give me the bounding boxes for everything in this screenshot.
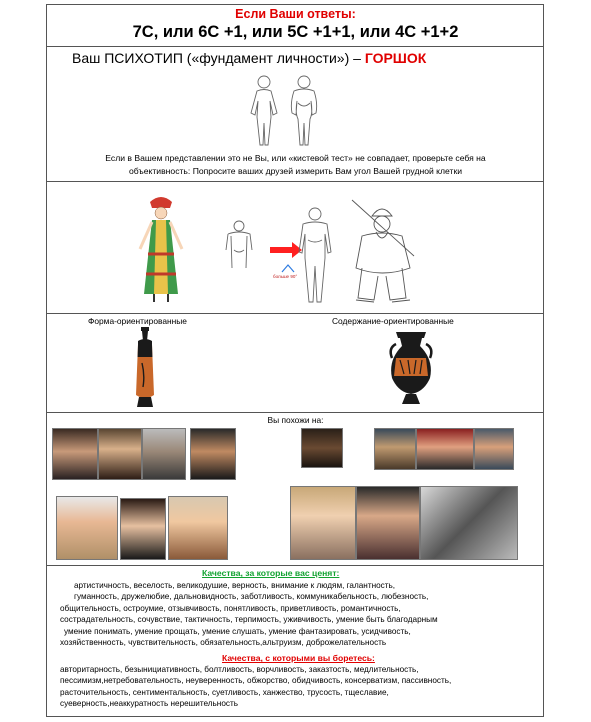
celebrity-photo [474,428,514,470]
celebrity-photo [301,428,343,468]
celebrity-photo [416,428,474,470]
valued-line: артистичность, веселость, великодушие, верность, внимание к людям, галантность, [74,581,396,590]
fight-qualities-title: Качества, с которыми вы боретесь: [222,653,375,663]
content-oriented-label: Содержание-ориентированные [332,316,454,326]
celebrity-photo [290,486,356,560]
celebrity-photo [142,428,186,480]
celebrity-photo [168,496,228,560]
valued-line: гуманность, дружелюбие, дальновидность, заботливость, коммуникабельность, любезность, [74,592,429,602]
note-line-2: объективность: Попросите ваших друзей измерить Вам угол Вашей грудной клетки [128,166,463,176]
answer-combos: 7С, или 6С +1, или 5С +1+1, или 4С +1+2 [132,23,459,41]
torso-sketch [222,220,256,272]
divider [46,46,544,47]
valued-line: хозяйственность, чувствительность, обязательность,альтруизм, доброжелательность [60,638,387,648]
angle-label: больше 90° [273,274,298,279]
divider [46,565,544,566]
celebrity-photo [356,486,420,560]
celebrity-photo [56,496,118,560]
valued-line: общительность, остроумие, отзывчивость, понятливость, приветливость, романтичность, [60,603,401,613]
celebrity-photo [120,498,166,560]
valued-line: умение понимать, умение прощать, умение слушать, умение фантазировать, усидчивость, [64,626,411,636]
lekythos-vase [128,327,162,409]
psychotype-prefix: Ваш ПСИХОТИП («фундамент личности») – [72,50,361,66]
fight-line: авторитарность, безынициативность, болтливость, ворчливость, заказтость, медлительность, [60,665,419,674]
celebrity-photo [98,428,142,480]
celebrity-photo [420,486,518,560]
amphora-vase [386,330,436,406]
note-line-1: Если в Вашем представлении это не Вы, или «кистевой тест» не совпадает, проверьте себя на [105,153,486,163]
celebrity-photo [52,428,98,480]
divider [46,181,544,182]
valued-qualities-list [60,580,438,648]
standing-figure-sketch [296,206,334,306]
fight-qualities-list [60,664,451,710]
psychotype-name: ГОРШОК [364,50,427,66]
psychotype-title [72,50,426,66]
similar-label: Вы похожи на: [267,415,324,425]
valued-line: сострадательность, сочувствие, тактичность, терпимость, уживчивость, умение быть благодарным [60,615,438,625]
russian-doll-illustration [130,194,192,306]
valued-qualities-title: Качества, за которые вас ценят: [202,568,340,578]
divider [46,412,544,413]
divider [46,313,544,314]
fight-line: пессимизм,нетребовательность, неуверенность, обжорство, обидчивость, консерватизм, пассивность, [60,676,452,686]
fight-line: расточительность, сентиментальность, суетливость, ханжество, трусость, тщеславие, [60,687,389,697]
form-oriented-label: Форма-ориентированные [88,316,187,326]
fight-line: суеверность,неаккуратность нерешительность [60,699,238,709]
celebrity-photo [374,428,416,470]
body-type-figures [244,73,338,149]
bogatyr-sketch [344,196,422,308]
celebrity-photo [190,428,236,480]
answers-label: Если Ваши ответы: [235,7,356,21]
